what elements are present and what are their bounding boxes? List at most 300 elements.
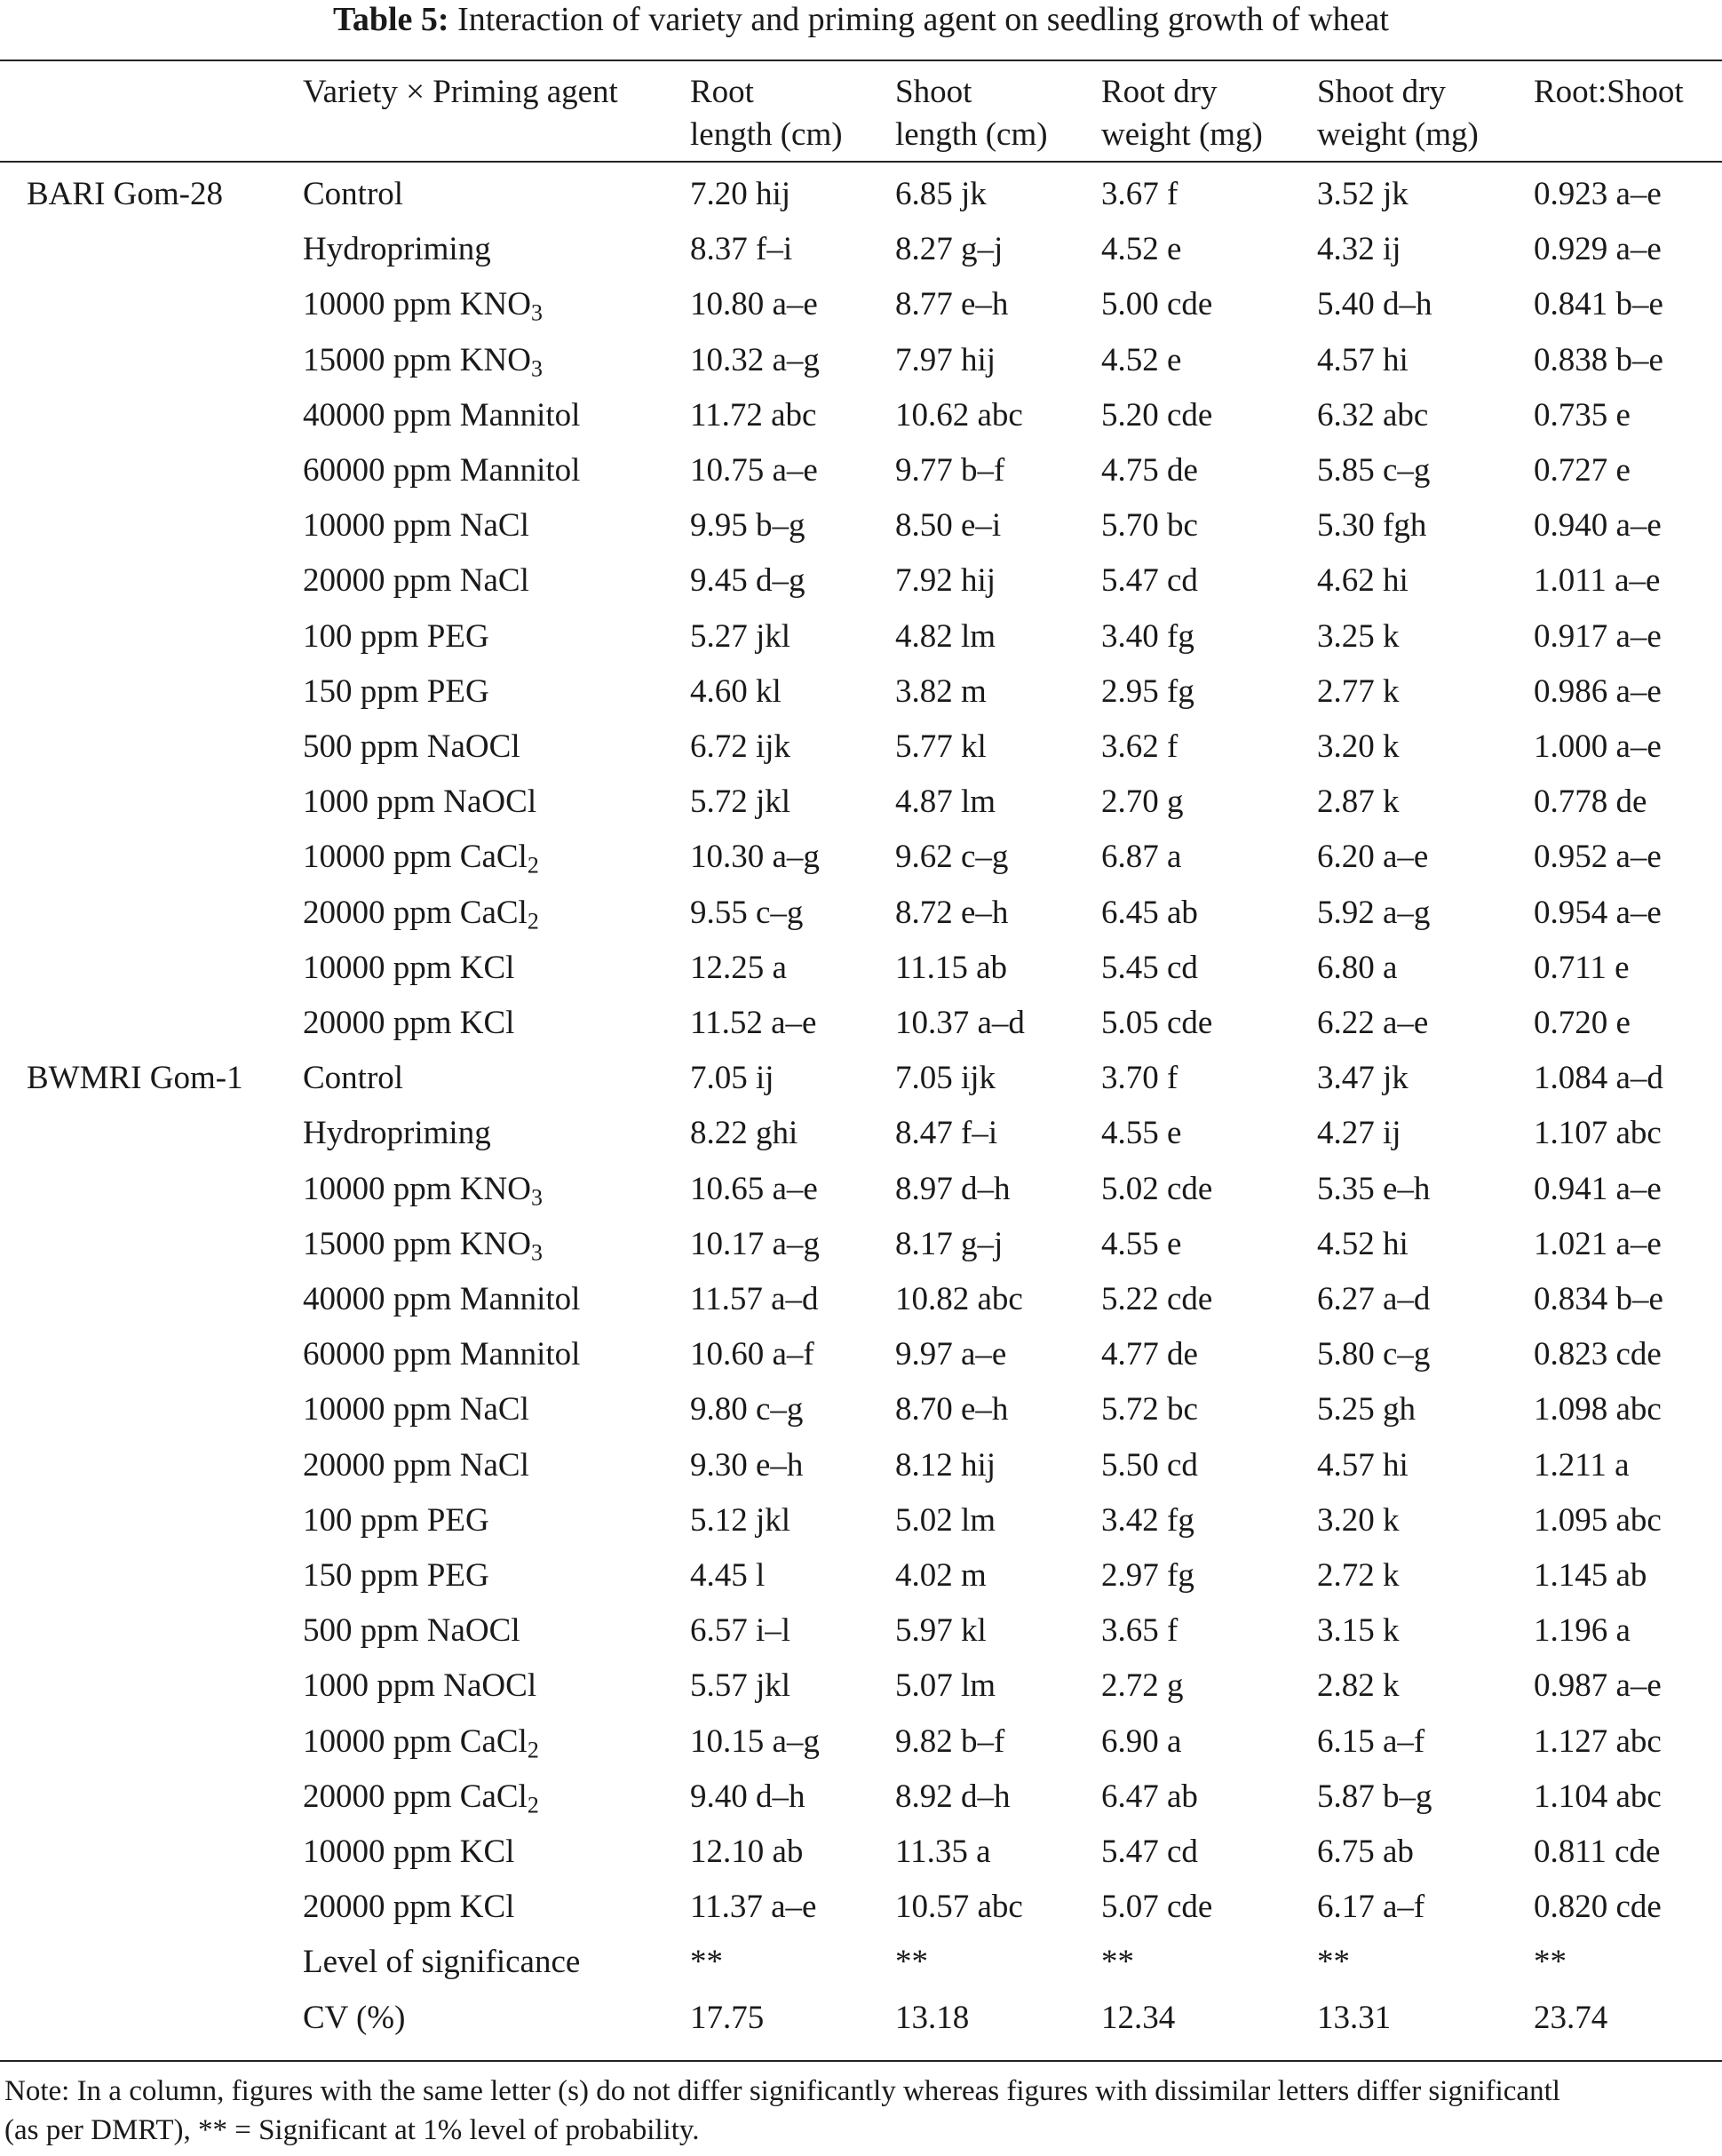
cell-root-shoot-ratio: 0.811 cde xyxy=(1534,1834,1661,1870)
treatment-text: 100 ppm PEG xyxy=(303,617,489,655)
cell-shoot-dry-weight: 3.25 k xyxy=(1317,617,1400,655)
treatment-text: 10000 ppm CaCl xyxy=(303,839,528,876)
table-row xyxy=(0,388,1722,443)
cell-root-dry-weight: 5.50 cd xyxy=(1101,1446,1198,1484)
cell-shoot-length: 8.97 d–h xyxy=(895,1170,1011,1207)
cell-shoot-dry-weight: ** xyxy=(1317,1944,1350,1981)
cell-treatment xyxy=(303,1217,543,1272)
header-root-dry-line2: weight (mg) xyxy=(1101,116,1263,153)
cell-treatment xyxy=(303,388,580,443)
cell-root-dry-weight: 5.22 cde xyxy=(1101,1281,1213,1317)
cell-shoot-length: 9.82 b–f xyxy=(895,1722,1005,1760)
cell-variety: BARI Gom-28 xyxy=(27,176,223,212)
cell-shoot-dry-weight: 6.32 abc xyxy=(1317,396,1429,434)
treatment-subscript: 2 xyxy=(527,1737,539,1763)
cell-root-length: 5.72 jkl xyxy=(690,784,791,821)
treatment-text: 20000 ppm CaCl xyxy=(303,894,528,931)
table-row xyxy=(0,1603,1722,1659)
table-row xyxy=(0,1825,1722,1880)
cell-root-dry-weight: 5.05 cde xyxy=(1101,1005,1213,1041)
cell-shoot-length: 8.12 hij xyxy=(895,1446,996,1484)
cell-treatment xyxy=(303,1106,491,1161)
treatment-text: 60000 ppm Mannitol xyxy=(303,452,581,489)
cell-shoot-dry-weight: 6.20 a–e xyxy=(1317,839,1429,876)
top-rule xyxy=(0,60,1722,61)
cell-treatment xyxy=(303,830,539,885)
cell-shoot-length: 5.02 lm xyxy=(895,1501,996,1539)
cell-root-length: 6.57 i–l xyxy=(690,1612,791,1650)
treatment-text: 20000 ppm CaCl xyxy=(303,1778,528,1815)
cell-root-length: 10.65 a–e xyxy=(690,1170,818,1207)
cell-root-dry-weight: 4.75 de xyxy=(1101,452,1198,489)
table-row xyxy=(0,1272,1722,1327)
cell-root-length: 10.80 a–e xyxy=(690,286,818,323)
cell-shoot-length: 8.77 e–h xyxy=(895,286,1009,323)
treatment-subscript: 2 xyxy=(527,852,539,879)
cell-root-dry-weight: 2.97 fg xyxy=(1101,1557,1194,1594)
cell-root-dry-weight: 4.52 e xyxy=(1101,341,1182,378)
cell-root-dry-weight: 3.65 f xyxy=(1101,1612,1178,1650)
table-row xyxy=(0,1935,1722,1990)
cell-shoot-dry-weight: 2.77 k xyxy=(1317,672,1400,710)
header-shoot-dry-line1: Shoot dry xyxy=(1317,74,1446,110)
treatment-subscript: 3 xyxy=(530,1239,543,1266)
cell-shoot-dry-weight: 6.15 a–f xyxy=(1317,1722,1425,1760)
cell-root-dry-weight: 5.00 cde xyxy=(1101,286,1213,323)
cell-shoot-dry-weight: 6.17 a–f xyxy=(1317,1889,1425,1926)
cell-treatment xyxy=(303,664,489,720)
cell-shoot-dry-weight: 6.75 ab xyxy=(1317,1834,1414,1870)
table-row xyxy=(0,609,1722,664)
cell-shoot-dry-weight: 3.20 k xyxy=(1317,728,1400,765)
treatment-text: 150 ppm PEG xyxy=(303,672,489,710)
header-root-length-line1: Root xyxy=(690,74,754,110)
cell-root-dry-weight: 3.40 fg xyxy=(1101,617,1194,655)
cell-root-shoot-ratio: 1.011 a–e xyxy=(1534,562,1661,600)
cell-shoot-length: 10.37 a–d xyxy=(895,1005,1025,1041)
table-row xyxy=(0,1217,1722,1272)
cell-shoot-dry-weight: 13.31 xyxy=(1317,1999,1392,2036)
cell-root-length: 5.27 jkl xyxy=(690,617,791,655)
cell-treatment xyxy=(303,443,580,498)
table-row xyxy=(0,830,1722,885)
cell-shoot-length: 4.87 lm xyxy=(895,784,996,821)
cell-root-dry-weight: 12.34 xyxy=(1101,1999,1176,2036)
cell-shoot-dry-weight: 6.80 a xyxy=(1317,949,1398,986)
cell-shoot-dry-weight: 4.62 hi xyxy=(1317,562,1409,600)
table-note xyxy=(4,2072,1718,2150)
cell-treatment xyxy=(303,1991,405,2046)
cell-root-dry-weight: 4.77 de xyxy=(1101,1336,1198,1373)
cell-root-length: 4.45 l xyxy=(690,1557,766,1594)
cell-root-length: 10.15 a–g xyxy=(690,1722,820,1760)
cell-root-length: 10.30 a–g xyxy=(690,839,820,876)
cell-treatment xyxy=(303,498,529,553)
table-row xyxy=(0,1438,1722,1493)
cell-root-length: 12.25 a xyxy=(690,949,787,986)
cell-shoot-length: 8.50 e–i xyxy=(895,507,1002,545)
cell-treatment xyxy=(303,277,543,332)
treatment-subscript: 3 xyxy=(530,355,543,382)
cell-shoot-dry-weight: 5.92 a–g xyxy=(1317,894,1431,931)
cell-treatment xyxy=(303,1051,403,1106)
header-root-dry-line1: Root dry xyxy=(1101,74,1218,110)
cell-root-dry-weight: 5.47 cd xyxy=(1101,1834,1198,1870)
treatment-text: 15000 ppm KNO xyxy=(303,1225,531,1262)
header-root-length xyxy=(690,71,843,156)
cell-root-length: 11.37 a–e xyxy=(690,1889,817,1926)
cell-root-dry-weight: 6.45 ab xyxy=(1101,894,1198,931)
cell-root-shoot-ratio: 1.107 abc xyxy=(1534,1115,1662,1152)
cell-root-length: 9.40 d–h xyxy=(690,1778,805,1815)
table-row xyxy=(0,1714,1722,1770)
cell-root-dry-weight: 5.20 cde xyxy=(1101,396,1213,434)
cell-shoot-dry-weight: 5.35 e–h xyxy=(1317,1170,1431,1207)
treatment-text: 10000 ppm KCl xyxy=(303,1834,515,1870)
cell-root-shoot-ratio: 0.823 cde xyxy=(1534,1336,1662,1373)
cell-shoot-length: 8.17 g–j xyxy=(895,1225,1004,1262)
cell-treatment xyxy=(303,1659,536,1714)
cell-root-shoot-ratio: 0.923 a–e xyxy=(1534,176,1662,212)
cell-root-shoot-ratio: 0.778 de xyxy=(1534,784,1647,821)
cell-variety: BWMRI Gom-1 xyxy=(27,1060,243,1097)
table-row xyxy=(0,941,1722,996)
header-shoot-length-line1: Shoot xyxy=(895,74,972,110)
treatment-text: 40000 ppm Mannitol xyxy=(303,396,581,434)
cell-treatment xyxy=(303,1770,539,1825)
cell-root-shoot-ratio: 1.084 a–d xyxy=(1534,1060,1663,1097)
cell-treatment xyxy=(303,553,529,609)
cell-root-shoot-ratio: 1.145 ab xyxy=(1534,1557,1647,1594)
cell-shoot-dry-weight: 6.27 a–d xyxy=(1317,1281,1431,1317)
cell-root-length: 10.17 a–g xyxy=(690,1225,820,1262)
cell-root-length: 5.57 jkl xyxy=(690,1667,791,1705)
cell-root-shoot-ratio: 1.000 a–e xyxy=(1534,728,1662,765)
treatment-text: 10000 ppm NaCl xyxy=(303,507,529,545)
treatment-text: 10000 ppm KNO xyxy=(303,286,531,323)
cell-root-dry-weight: 2.70 g xyxy=(1101,784,1184,821)
cell-root-length: 12.10 ab xyxy=(690,1834,804,1870)
cell-root-shoot-ratio: 1.211 a xyxy=(1534,1446,1630,1484)
note-line-2: (as per DMRT), ** = Significant at 1% level of probability. xyxy=(4,2114,700,2146)
cell-root-shoot-ratio: 0.820 cde xyxy=(1534,1889,1662,1926)
cell-root-shoot-ratio: 23.74 xyxy=(1534,1999,1608,2036)
table-title xyxy=(0,0,1722,39)
cell-root-shoot-ratio: ** xyxy=(1534,1944,1567,1981)
cell-root-shoot-ratio: 0.940 a–e xyxy=(1534,507,1662,545)
table-row xyxy=(0,1327,1722,1382)
cell-root-length: 17.75 xyxy=(690,1999,765,2036)
cell-root-dry-weight: ** xyxy=(1101,1944,1134,1981)
cell-treatment xyxy=(303,1382,529,1437)
treatment-text: Control xyxy=(303,176,404,212)
cell-shoot-length: 8.72 e–h xyxy=(895,894,1009,931)
cell-root-shoot-ratio: 0.941 a–e xyxy=(1534,1170,1662,1207)
cell-shoot-length: 10.62 abc xyxy=(895,396,1023,434)
treatment-text: 20000 ppm KCl xyxy=(303,1889,515,1926)
cell-treatment xyxy=(303,1493,489,1548)
cell-shoot-dry-weight: 4.52 hi xyxy=(1317,1225,1409,1262)
cell-shoot-length: 9.77 b–f xyxy=(895,452,1005,489)
cell-shoot-length: 3.82 m xyxy=(895,672,987,710)
treatment-text: 100 ppm PEG xyxy=(303,1501,489,1539)
header-root-shoot-ratio: Root:Shoot xyxy=(1534,74,1684,110)
table-row xyxy=(0,1162,1722,1217)
cell-shoot-dry-weight: 5.30 fgh xyxy=(1317,507,1427,545)
treatment-text: 500 ppm NaOCl xyxy=(303,1612,520,1650)
cell-root-length: 7.05 ij xyxy=(690,1060,774,1097)
cell-shoot-length: ** xyxy=(895,1944,928,1981)
cell-root-dry-weight: 2.95 fg xyxy=(1101,672,1194,710)
cell-shoot-dry-weight: 3.15 k xyxy=(1317,1612,1400,1650)
cell-root-length: 11.52 a–e xyxy=(690,1005,817,1041)
cell-root-shoot-ratio: 0.952 a–e xyxy=(1534,839,1662,876)
treatment-text: 20000 ppm NaCl xyxy=(303,1446,529,1484)
cell-root-shoot-ratio: 0.727 e xyxy=(1534,452,1631,489)
table-row xyxy=(0,1991,1722,2046)
cell-treatment xyxy=(303,775,536,830)
cell-root-shoot-ratio: 0.841 b–e xyxy=(1534,286,1663,323)
header-root-dry-weight xyxy=(1101,71,1263,156)
table-number: Table 5: xyxy=(333,1,449,38)
cell-root-dry-weight: 6.87 a xyxy=(1101,839,1182,876)
cell-root-length: 10.60 a–f xyxy=(690,1336,814,1373)
cell-treatment xyxy=(303,609,489,664)
cell-shoot-dry-weight: 6.22 a–e xyxy=(1317,1005,1429,1041)
cell-shoot-length: 5.97 kl xyxy=(895,1612,987,1650)
cell-treatment xyxy=(303,167,403,222)
cell-root-shoot-ratio: 0.986 a–e xyxy=(1534,672,1662,710)
cell-root-length: 11.72 abc xyxy=(690,396,817,434)
cell-shoot-length: 7.97 hij xyxy=(895,341,996,378)
table-row xyxy=(0,1548,1722,1603)
cell-shoot-dry-weight: 5.80 c–g xyxy=(1317,1336,1431,1373)
cell-root-dry-weight: 5.07 cde xyxy=(1101,1889,1213,1926)
cell-shoot-length: 6.85 jk xyxy=(895,176,987,212)
cell-root-dry-weight: 2.72 g xyxy=(1101,1667,1184,1705)
cell-shoot-dry-weight: 4.27 ij xyxy=(1317,1115,1401,1152)
cell-treatment xyxy=(303,222,491,277)
cell-root-dry-weight: 4.55 e xyxy=(1101,1225,1182,1262)
cell-root-length: 4.60 kl xyxy=(690,672,782,710)
cell-root-length: 8.22 ghi xyxy=(690,1115,798,1152)
cell-root-shoot-ratio: 1.127 abc xyxy=(1534,1722,1662,1760)
cell-treatment xyxy=(303,1548,489,1603)
cell-shoot-length: 9.62 c–g xyxy=(895,839,1009,876)
cell-root-dry-weight: 5.47 cd xyxy=(1101,562,1198,600)
treatment-subscript: 2 xyxy=(527,908,539,935)
treatment-subscript: 2 xyxy=(527,1792,539,1818)
cell-shoot-dry-weight: 2.72 k xyxy=(1317,1557,1400,1594)
cell-shoot-dry-weight: 2.82 k xyxy=(1317,1667,1400,1705)
cell-shoot-length: 8.70 e–h xyxy=(895,1391,1009,1428)
cell-treatment xyxy=(303,333,543,388)
cell-shoot-length: 4.82 lm xyxy=(895,617,996,655)
header-shoot-dry-line2: weight (mg) xyxy=(1317,116,1479,153)
cell-shoot-dry-weight: 3.47 jk xyxy=(1317,1060,1409,1097)
cell-root-dry-weight: 4.55 e xyxy=(1101,1115,1182,1152)
cell-root-shoot-ratio: 1.098 abc xyxy=(1534,1391,1662,1428)
cell-shoot-dry-weight: 3.52 jk xyxy=(1317,176,1409,212)
cell-shoot-length: 7.05 ijk xyxy=(895,1060,996,1097)
treatment-text: 1000 ppm NaOCl xyxy=(303,1667,537,1705)
treatment-text: 15000 ppm KNO xyxy=(303,341,531,378)
table-row xyxy=(0,996,1722,1051)
cell-root-length: 9.55 c–g xyxy=(690,894,804,931)
treatment-text: 60000 ppm Mannitol xyxy=(303,1336,581,1373)
cell-root-dry-weight: 4.52 e xyxy=(1101,231,1182,268)
table-row xyxy=(0,1880,1722,1935)
cell-root-shoot-ratio: 1.021 a–e xyxy=(1534,1225,1662,1262)
header-shoot-dry-weight xyxy=(1317,71,1479,156)
cell-root-shoot-ratio: 0.720 e xyxy=(1534,1005,1631,1041)
cell-root-length: 7.20 hij xyxy=(690,176,791,212)
cell-root-dry-weight: 3.62 f xyxy=(1101,728,1178,765)
cell-shoot-dry-weight: 5.40 d–h xyxy=(1317,286,1432,323)
cell-root-shoot-ratio: 0.987 a–e xyxy=(1534,1667,1662,1705)
table-row xyxy=(0,443,1722,498)
cell-shoot-length: 9.97 a–e xyxy=(895,1336,1007,1373)
header-shoot-length-line2: length (cm) xyxy=(895,116,1048,153)
cell-shoot-length: 7.92 hij xyxy=(895,562,996,600)
cell-treatment xyxy=(303,720,520,775)
header-rule xyxy=(0,161,1722,163)
table-row xyxy=(0,1659,1722,1714)
cell-root-length: 11.57 a–d xyxy=(690,1281,819,1317)
table-row xyxy=(0,720,1722,775)
cell-shoot-length: 13.18 xyxy=(895,1999,970,2036)
cell-root-length: 8.37 f–i xyxy=(690,231,793,268)
treatment-text: 10000 ppm NaCl xyxy=(303,1391,529,1428)
cell-root-shoot-ratio: 1.196 a xyxy=(1534,1612,1631,1650)
cell-shoot-dry-weight: 2.87 k xyxy=(1317,784,1400,821)
treatment-subscript: 3 xyxy=(530,1184,543,1211)
cell-shoot-dry-weight: 4.57 hi xyxy=(1317,1446,1409,1484)
cell-shoot-length: 8.27 g–j xyxy=(895,231,1004,268)
cell-root-shoot-ratio: 1.104 abc xyxy=(1534,1778,1662,1815)
table-row xyxy=(0,1051,1722,1106)
treatment-subscript: 3 xyxy=(530,299,543,326)
cell-shoot-length: 8.47 f–i xyxy=(895,1115,998,1152)
cell-root-shoot-ratio: 0.954 a–e xyxy=(1534,894,1662,931)
cell-root-dry-weight: 3.70 f xyxy=(1101,1060,1178,1097)
cell-treatment xyxy=(303,1438,529,1493)
treatment-text: Level of significance xyxy=(303,1944,581,1981)
table-row xyxy=(0,1493,1722,1548)
cell-shoot-dry-weight: 5.25 gh xyxy=(1317,1391,1416,1428)
header-shoot-length xyxy=(895,71,1048,156)
header-root-length-line2: length (cm) xyxy=(690,116,843,153)
treatment-text: 40000 ppm Mannitol xyxy=(303,1281,581,1317)
cell-root-dry-weight: 6.47 ab xyxy=(1101,1778,1198,1815)
table-row xyxy=(0,553,1722,609)
table-row xyxy=(0,1106,1722,1161)
cell-treatment xyxy=(303,886,539,941)
table-row xyxy=(0,775,1722,830)
cell-root-length: 5.12 jkl xyxy=(690,1501,791,1539)
cell-root-length: 10.75 a–e xyxy=(690,452,818,489)
cell-root-length: 9.30 e–h xyxy=(690,1446,804,1484)
header-treatment: Variety × Priming agent xyxy=(303,74,618,110)
treatment-text: Hydropriming xyxy=(303,1115,491,1152)
cell-treatment xyxy=(303,1714,539,1770)
cell-root-length: 9.95 b–g xyxy=(690,507,805,545)
treatment-text: 10000 ppm KNO xyxy=(303,1170,531,1207)
cell-root-length: 10.32 a–g xyxy=(690,341,820,378)
cell-treatment xyxy=(303,941,514,996)
cell-root-length: ** xyxy=(690,1944,723,1981)
cell-root-dry-weight: 6.90 a xyxy=(1101,1722,1182,1760)
cell-root-length: 9.45 d–g xyxy=(690,562,805,600)
cell-root-dry-weight: 5.45 cd xyxy=(1101,949,1198,986)
cell-treatment xyxy=(303,1162,543,1217)
cell-shoot-length: 8.92 d–h xyxy=(895,1778,1011,1815)
cell-root-dry-weight: 5.72 bc xyxy=(1101,1391,1198,1428)
cell-treatment xyxy=(303,1603,520,1659)
table-row xyxy=(0,498,1722,553)
table-row xyxy=(0,664,1722,720)
cell-root-shoot-ratio: 0.834 b–e xyxy=(1534,1281,1663,1317)
cell-treatment xyxy=(303,1825,514,1880)
table-row xyxy=(0,1382,1722,1437)
cell-treatment xyxy=(303,1935,580,1990)
cell-root-dry-weight: 5.02 cde xyxy=(1101,1170,1213,1207)
cell-root-length: 9.80 c–g xyxy=(690,1391,804,1428)
bottom-rule xyxy=(0,2060,1722,2062)
cell-shoot-dry-weight: 5.87 b–g xyxy=(1317,1778,1432,1815)
table-caption: Interaction of variety and priming agent on seedling growth of wheat xyxy=(457,1,1389,38)
cell-shoot-length: 5.77 kl xyxy=(895,728,987,765)
cell-shoot-dry-weight: 4.32 ij xyxy=(1317,231,1401,268)
cell-treatment xyxy=(303,1327,580,1382)
treatment-text: Control xyxy=(303,1060,404,1097)
treatment-text: 150 ppm PEG xyxy=(303,1557,489,1594)
treatment-text: 500 ppm NaOCl xyxy=(303,728,520,765)
cell-root-shoot-ratio: 0.735 e xyxy=(1534,396,1631,434)
cell-treatment xyxy=(303,996,514,1051)
cell-shoot-length: 5.07 lm xyxy=(895,1667,996,1705)
cell-shoot-length: 11.15 ab xyxy=(895,949,1008,986)
cell-shoot-length: 10.82 abc xyxy=(895,1281,1023,1317)
treatment-text: 10000 ppm CaCl xyxy=(303,1722,528,1760)
treatment-text: Hydropriming xyxy=(303,231,491,268)
cell-root-shoot-ratio: 0.838 b–e xyxy=(1534,341,1663,378)
cell-root-shoot-ratio: 0.711 e xyxy=(1534,949,1630,986)
cell-treatment xyxy=(303,1880,514,1935)
cell-root-shoot-ratio: 0.929 a–e xyxy=(1534,231,1662,268)
table-row xyxy=(0,1770,1722,1825)
table-row xyxy=(0,222,1722,277)
table-row xyxy=(0,333,1722,388)
table-row xyxy=(0,886,1722,941)
cell-root-dry-weight: 5.70 bc xyxy=(1101,507,1198,545)
treatment-text: 10000 ppm KCl xyxy=(303,949,515,986)
cell-treatment xyxy=(303,1272,580,1327)
cell-root-dry-weight: 3.42 fg xyxy=(1101,1501,1194,1539)
cell-shoot-length: 11.35 a xyxy=(895,1834,991,1870)
cell-root-dry-weight: 3.67 f xyxy=(1101,176,1178,212)
treatment-text: 20000 ppm KCl xyxy=(303,1005,515,1041)
table-row xyxy=(0,277,1722,332)
treatment-text: CV (%) xyxy=(303,1999,406,2036)
cell-shoot-dry-weight: 4.57 hi xyxy=(1317,341,1409,378)
cell-shoot-length: 4.02 m xyxy=(895,1557,987,1594)
treatment-text: 1000 ppm NaOCl xyxy=(303,784,537,821)
cell-shoot-dry-weight: 3.20 k xyxy=(1317,1501,1400,1539)
cell-shoot-dry-weight: 5.85 c–g xyxy=(1317,452,1431,489)
cell-root-length: 6.72 ijk xyxy=(690,728,791,765)
note-line-1: Note: In a column, figures with the same letter (s) do not differ significantly whereas figures with dissimilar letters differ significantl xyxy=(4,2075,1560,2107)
